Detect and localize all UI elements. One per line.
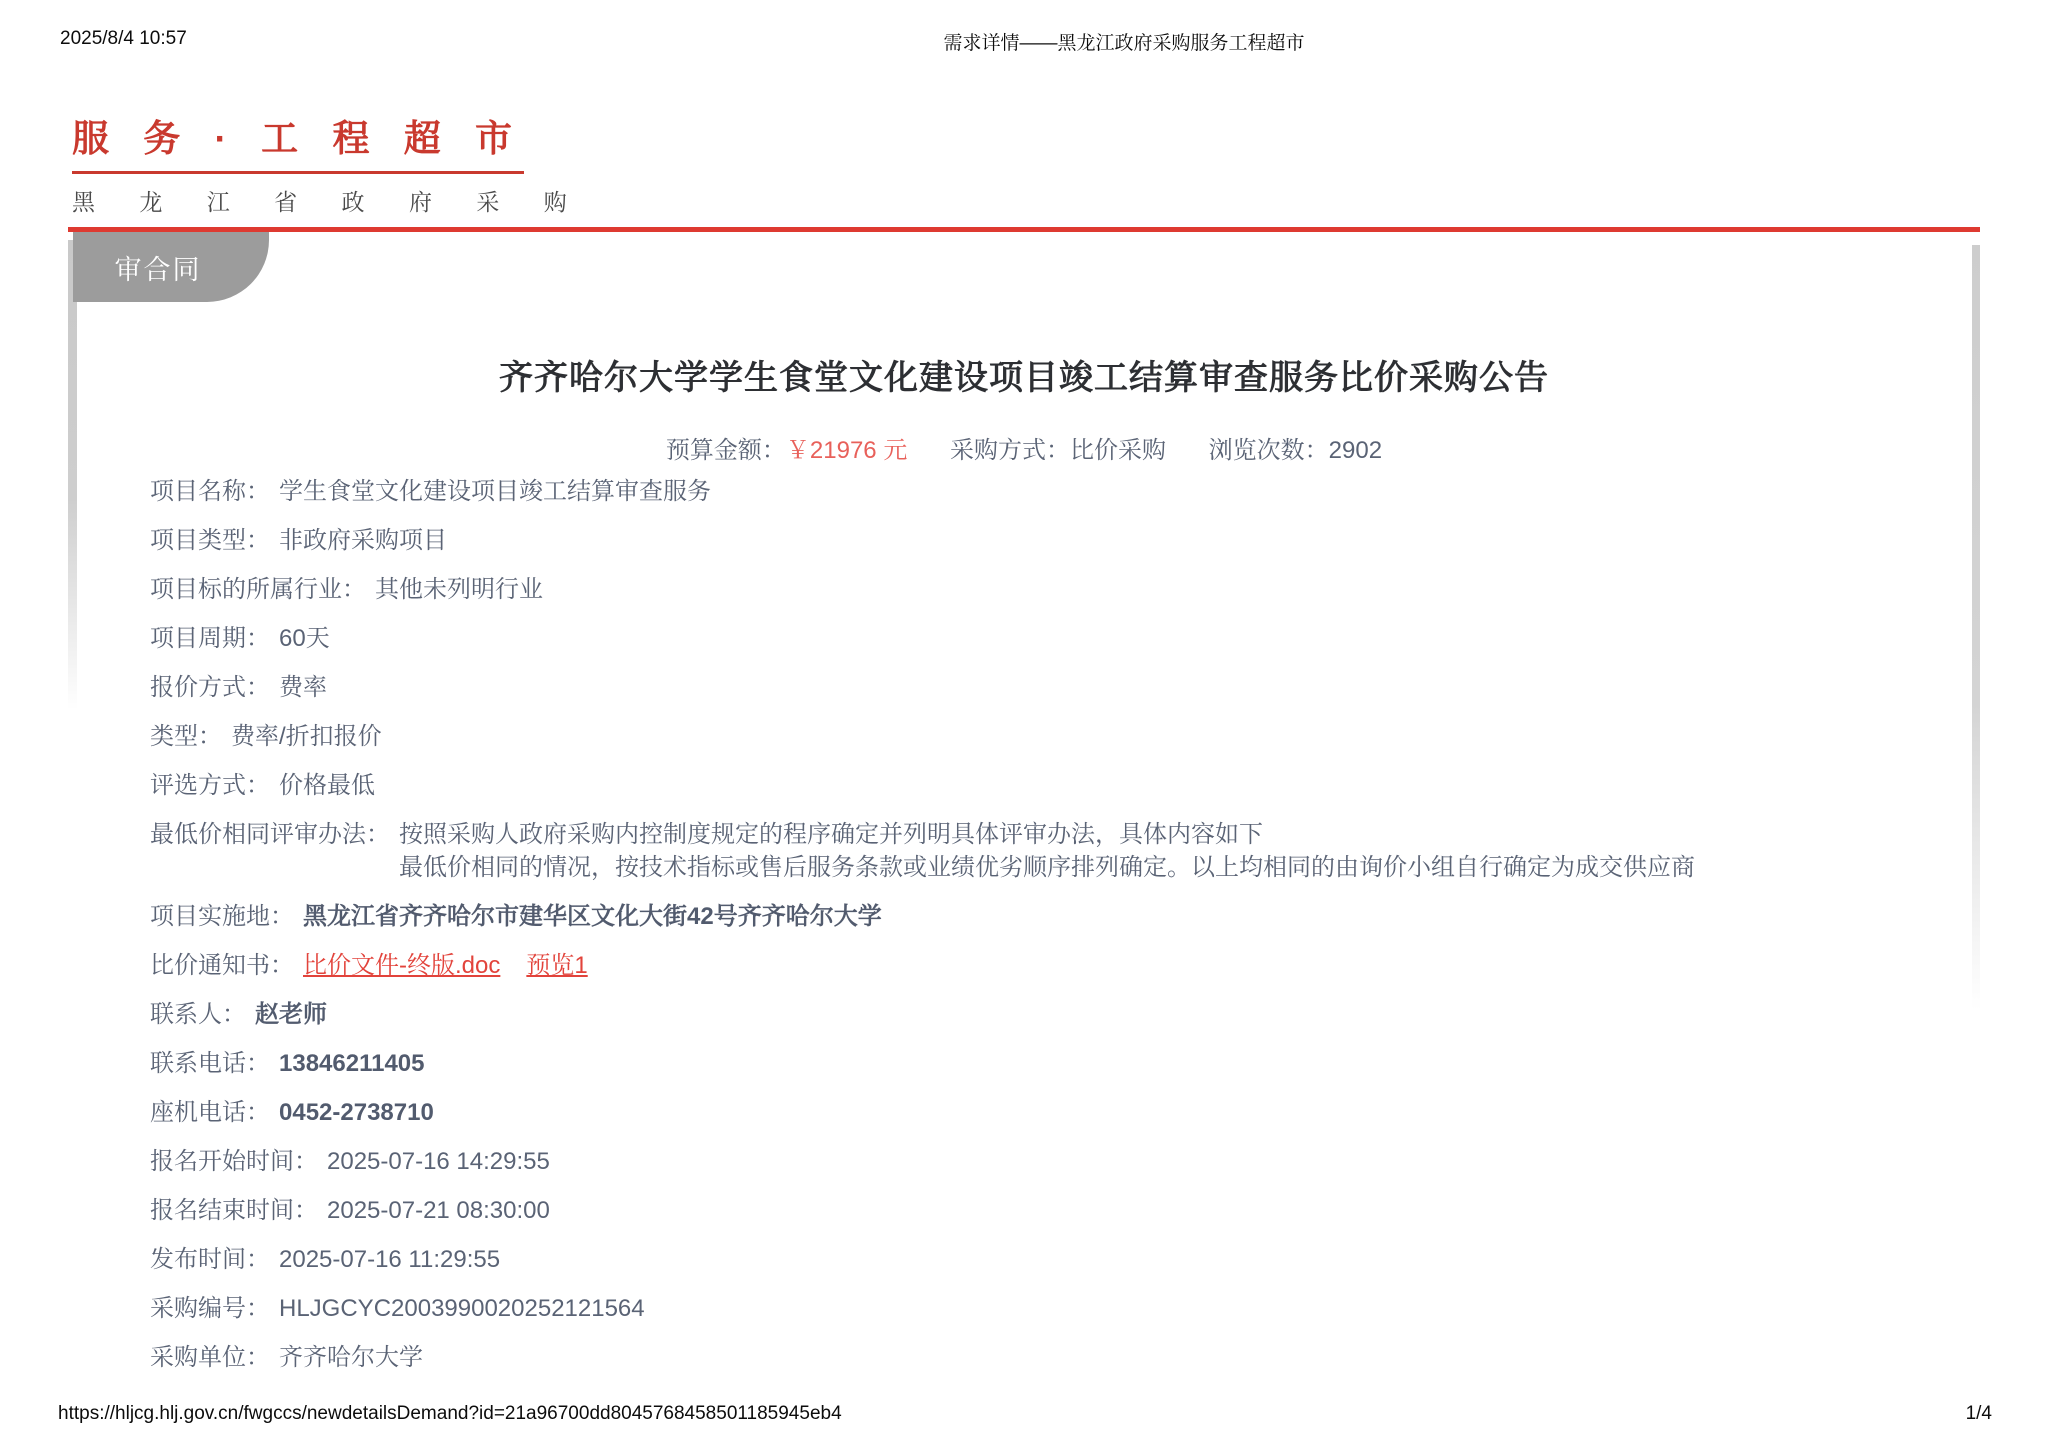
print-footer-url: https://hljcg.hlj.gov.cn/fwgccs/newdetailsDemand?id=21a96700dd8045768458501185945eb4: [58, 1403, 842, 1424]
field-label: 类型：: [150, 723, 222, 750]
field-value: 费率/折扣报价: [231, 723, 382, 750]
field-list: [150, 479, 1928, 1394]
preview-link[interactable]: 预览1: [526, 952, 588, 979]
field-label: 报名开始时间：: [150, 1148, 318, 1175]
views-segment: [1209, 437, 1382, 464]
field-value: 13846211405: [279, 1050, 425, 1077]
field-value-line1: 按照采购人政府采购内控制度规定的程序确定并列明具体评审办法，具体内容如下: [399, 821, 1263, 848]
views-label: 浏览次数：: [1208, 437, 1329, 464]
budget-segment: [666, 437, 907, 464]
budget-label: 预算金额：: [665, 437, 786, 464]
site-logo: [72, 108, 586, 217]
print-footer-page-number: 1/4: [1965, 1403, 1992, 1424]
field-label: 发布时间：: [150, 1246, 270, 1273]
field-label: 比价通知书：: [150, 952, 294, 979]
contract-review-badge: [73, 232, 269, 302]
field-label: 采购编号：: [150, 1295, 270, 1322]
field-value: 非政府采购项目: [279, 527, 447, 554]
site-logo-sub: 黑 龙 江 省 政 府 采 购: [72, 189, 586, 215]
field-row: [150, 1100, 1928, 1126]
field-value: 60天: [279, 625, 330, 652]
field-value: 齐齐哈尔大学: [279, 1344, 423, 1371]
field-label: 采购单位：: [150, 1344, 270, 1371]
field-label: 项目名称：: [150, 478, 270, 505]
field-value: 其他未列明行业: [375, 576, 543, 603]
field-value: 2025-07-21 08:30:00: [327, 1197, 550, 1224]
method-label: 采购方式：: [950, 437, 1070, 464]
field-row: [150, 577, 1928, 603]
views-value: 2902: [1328, 437, 1383, 464]
budget-value: ￥21976 元: [785, 437, 908, 464]
field-row: [150, 675, 1928, 701]
field-row: [150, 1296, 1928, 1322]
field-value: HLJGCYC2003990020252121564: [279, 1295, 645, 1322]
field-row: [150, 904, 1928, 930]
field-value: 2025-07-16 11:29:55: [279, 1246, 501, 1273]
page-edge-shadow-left: [68, 240, 77, 710]
field-value: 价格最低: [279, 772, 375, 799]
method-value: 比价采购: [1070, 437, 1166, 464]
field-row: [150, 1051, 1928, 1077]
field-row: [150, 479, 1928, 505]
field-value-line2: 最低价相同的情况，按技术指标或售后服务条款或业绩优劣顺序排列确定。以上均相同的由询价小组自行确定为成交供应商: [399, 854, 1695, 881]
site-logo-main: 服 务 · 工 程 超 市: [72, 108, 524, 174]
field-label: 联系电话：: [150, 1050, 270, 1077]
red-divider-line: [68, 227, 1980, 232]
field-value: 2025-07-16 14:29:55: [327, 1148, 550, 1175]
field-label: 报名结束时间：: [150, 1197, 318, 1224]
field-label: 评选方式：: [150, 772, 270, 799]
announcement-title: 齐齐哈尔大学学生食堂文化建设项目竣工结算审查服务比价采购公告: [499, 359, 1549, 397]
field-row: [150, 1149, 1928, 1175]
field-row: [150, 773, 1928, 799]
field-label: 报价方式：: [150, 674, 270, 701]
document-link[interactable]: 比价文件-终版.doc: [303, 952, 501, 979]
print-header-title: 需求详情——黑龙江政府采购服务工程超市: [943, 33, 1305, 54]
print-header-datetime: 2025/8/4 10:57: [60, 28, 187, 49]
field-row: [150, 1247, 1928, 1273]
field-label: 联系人：: [150, 1001, 246, 1028]
field-row: [150, 822, 1928, 881]
field-row: [150, 1198, 1928, 1224]
field-row: [150, 626, 1928, 652]
field-row: [150, 1002, 1928, 1028]
method-segment: [950, 437, 1166, 464]
contract-review-badge-label: 审合同: [114, 254, 202, 285]
field-row: [150, 528, 1928, 554]
field-row: [150, 724, 1928, 750]
field-value: 赵老师: [255, 1001, 327, 1028]
field-label: 项目实施地：: [150, 903, 294, 930]
field-row: [150, 1345, 1928, 1371]
field-value: [399, 822, 1695, 881]
field-value: 学生食堂文化建设项目竣工结算审查服务: [279, 478, 711, 505]
field-label: 项目类型：: [150, 527, 270, 554]
field-value: 黑龙江省齐齐哈尔市建华区文化大街42号齐齐哈尔大学: [303, 903, 882, 930]
field-value: 费率: [279, 674, 327, 701]
field-label: 座机电话：: [150, 1099, 270, 1126]
field-row: [150, 953, 1928, 979]
field-label: 项目周期：: [150, 625, 270, 652]
field-label: 项目标的所属行业：: [150, 576, 366, 603]
field-label: 最低价相同评审办法：: [150, 821, 390, 848]
announcement-summary: [0, 430, 2048, 465]
field-value: 0452-2738710: [279, 1099, 434, 1126]
